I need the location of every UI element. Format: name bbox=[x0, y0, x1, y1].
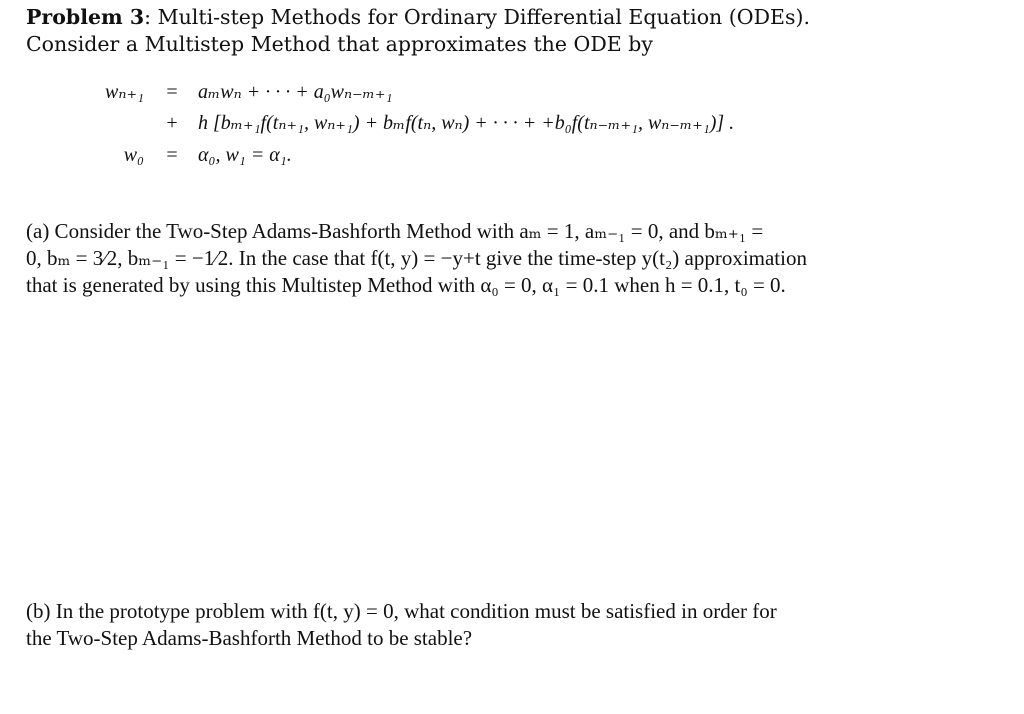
problem-heading bbox=[26, 4, 810, 30]
equation-rhs: h [bₘ₊₁f(tₙ₊₁, wₙ₊₁) + bₘf(tₙ, wₙ) + · · · + +b₀f(tₙ₋ₘ₊₁, wₙ₋ₘ₊₁)] . bbox=[198, 112, 735, 134]
equation-rhs: α₀, w₁ = α₁. bbox=[198, 144, 292, 166]
problem-label: Problem 3 bbox=[26, 5, 145, 29]
equation-operator: + bbox=[166, 112, 178, 134]
part-a-line: 0, bₘ = 3⁄2, bₘ₋₁ = −1⁄2. In the case that f(t, y) = −y+t give the time-step y(t₂) approximation bbox=[26, 246, 807, 270]
part-b-line: (b) In the prototype problem with f(t, y) = 0, what condition must be satisfied in order for bbox=[26, 599, 777, 623]
equation-operator: = bbox=[166, 81, 178, 103]
equation-lhs: wₙ₊₁ bbox=[105, 81, 144, 103]
equation-rhs: aₘwₙ + · · · + a₀wₙ₋ₘ₊₁ bbox=[198, 81, 393, 103]
part-b bbox=[26, 598, 966, 652]
part-a-line: that is generated by using this Multistep Method with α₀ = 0, α₁ = 0.1 when h = 0.1, t₀ = 0. bbox=[26, 273, 786, 297]
part-a bbox=[26, 218, 966, 299]
part-a-line: (a) Consider the Two-Step Adams-Bashforth Method with aₘ = 1, aₘ₋₁ = 0, and bₘ₊₁ = bbox=[26, 219, 764, 243]
equation-lhs: w₀ bbox=[123, 144, 144, 166]
part-b-line: the Two-Step Adams-Bashforth Method to be stable? bbox=[26, 626, 473, 650]
problem-intro: Consider a Multistep Method that approximates the ODE by bbox=[26, 32, 653, 56]
equation-operator: = bbox=[166, 144, 178, 166]
problem-title: : Multi-step Methods for Ordinary Differential Equation (ODEs). bbox=[144, 5, 811, 29]
